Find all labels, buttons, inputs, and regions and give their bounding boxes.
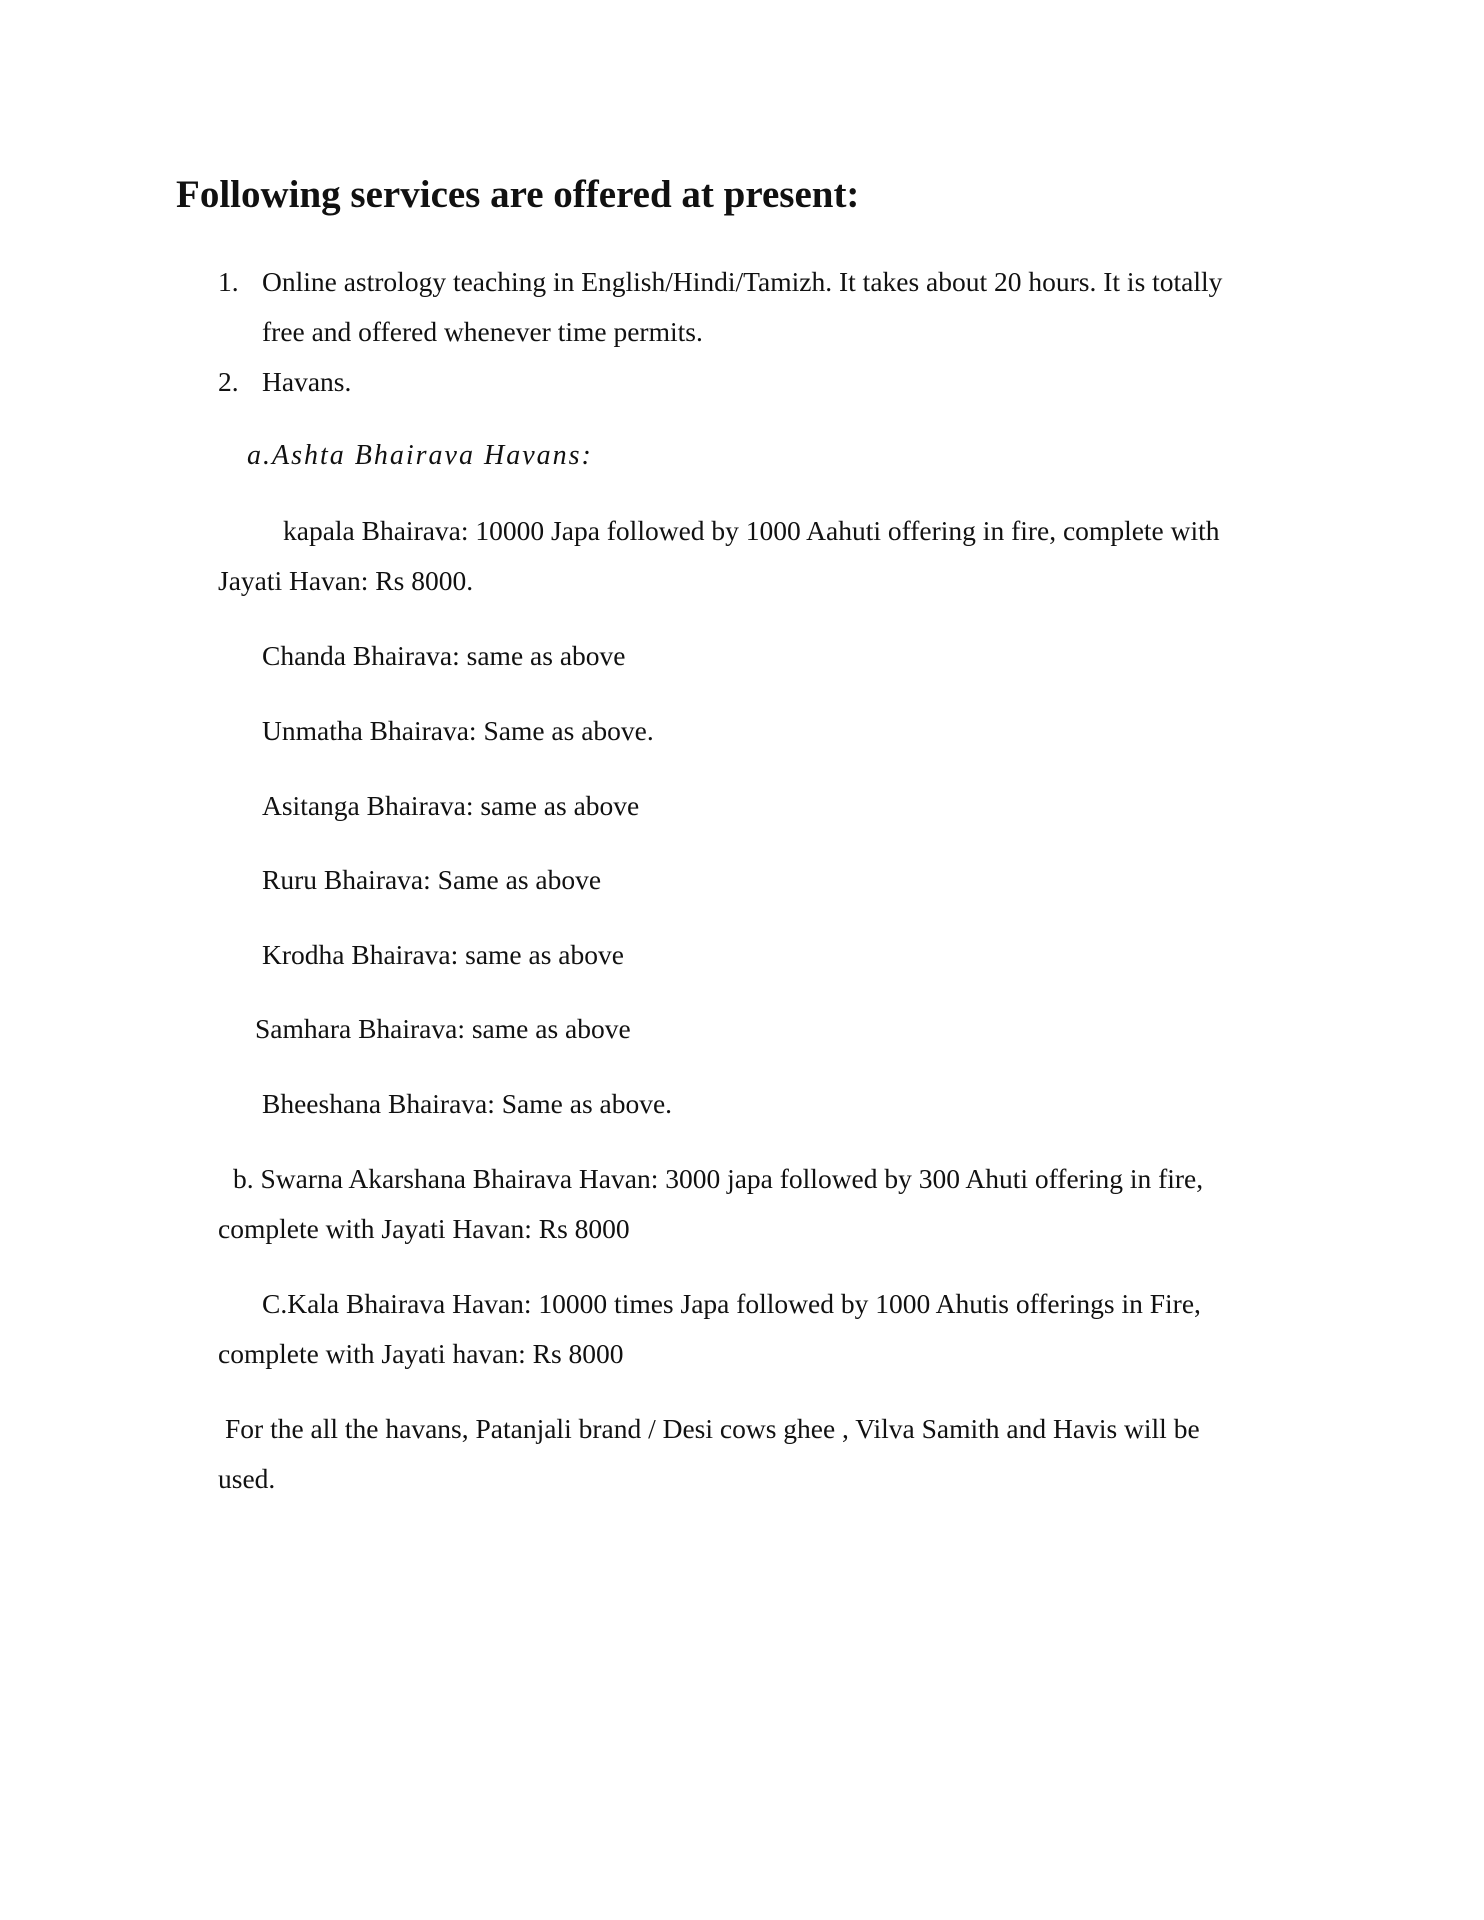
list-item-2: Havans. (262, 366, 352, 397)
section-c-line-1: C.Kala Bhairava Havan: 10000 times Japa followed by 1000 Ahutis offerings in Fire, (262, 1288, 1201, 1319)
section-b-line-1: b. Swarna Akarshana Bhairava Havan: 3000 japa followed by 300 Ahuti offering in fire, (233, 1163, 1204, 1194)
page-title: Following services are offered at present: (176, 173, 860, 216)
list-item-1-line-2: free and offered whenever time permits. (262, 316, 703, 347)
unmatha-bhairava: Unmatha Bhairava: Same as above. (262, 715, 654, 746)
section-b-line-2: complete with Jayati Havan: Rs 8000 (218, 1213, 630, 1244)
section-c-line-2: complete with Jayati havan: Rs 8000 (218, 1338, 624, 1369)
list-item-1-line-1: Online astrology teaching in English/Hindi/Tamizh. It takes about 20 hours. It is totally (262, 266, 1223, 297)
asitanga-bhairava: Asitanga Bhairava: same as above (262, 790, 640, 821)
list-number-2: 2. (218, 366, 239, 397)
kapala-bhairava-line-1: kapala Bhairava: 10000 Japa followed by 1000 Aahuti offering in fire, complete with (283, 515, 1220, 546)
list-number-1: 1. (218, 266, 239, 297)
kapala-bhairava-line-2: Jayati Havan: Rs 8000. (218, 565, 474, 596)
footer-note-line-2: used. (218, 1463, 276, 1494)
ruru-bhairava: Ruru Bhairava: Same as above (262, 864, 602, 895)
chanda-bhairava: Chanda Bhairava: same as above (262, 640, 626, 671)
footer-note-line-1: For the all the havans, Patanjali brand / Desi cows ghee , Vilva Samith and Havis will be (225, 1413, 1200, 1444)
section-a-title: a.Ashta Bhairava Havans: (247, 440, 593, 471)
samhara-bhairava: Samhara Bhairava: same as above (255, 1013, 631, 1044)
bheeshana-bhairava: Bheeshana Bhairava: Same as above. (262, 1088, 673, 1119)
krodha-bhairava: Krodha Bhairava: same as above (262, 939, 624, 970)
